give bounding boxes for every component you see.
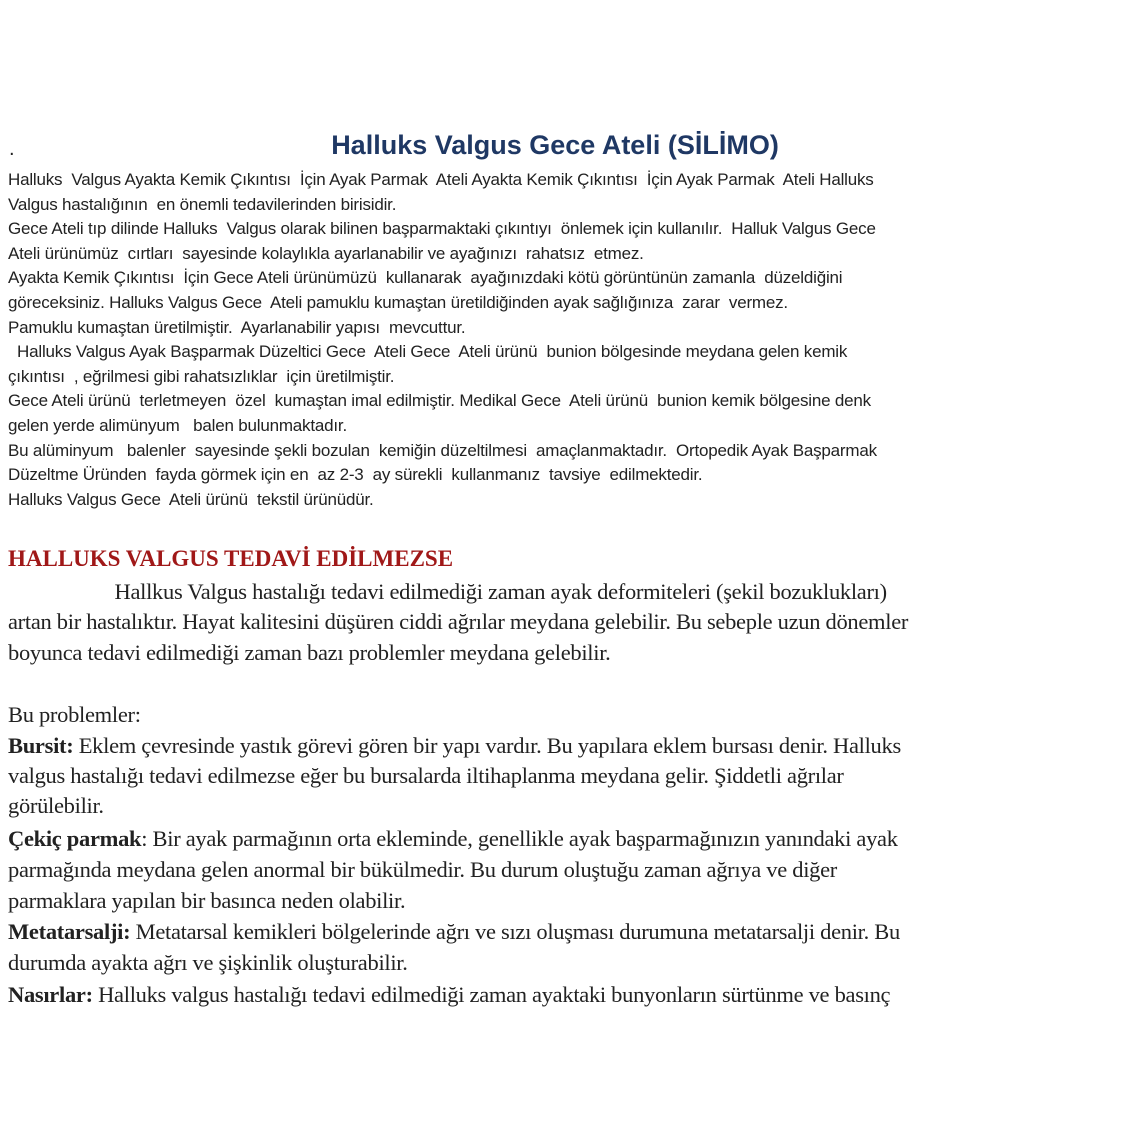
section-line [8,857,837,883]
section-line [8,950,408,976]
line-text: valgus hastalığı tedavi edilmezse eğer bu bursalarda iltihaplanma meydana gelir. Şiddetli ağrılar [8,763,844,788]
document-title: Halluks Valgus Gece Ateli (SİLİMO) [331,130,779,160]
line-text: görülebilir. [8,793,104,818]
line-text: Halluks valgus hastalığı tedavi edilmediği zaman ayaktaki bunyonların sürtünme ve basınç [92,982,891,1007]
section-line [8,826,898,852]
intro-line: Halluks Valgus Ayakta Kemik Çıkıntısı İçin Ayak Parmak Ateli Ayakta Kemik Çıkıntısı İçin Ayak Parmak Ateli Halluks [8,170,874,189]
section-line [8,919,900,945]
line-text: Metatarsal kemikleri bölgelerinde ağrı ve sızı oluşması durumuna metatarsalji denir. Bu [130,919,900,944]
intro-line: çıkıntısı , eğrilmesi gibi rahatsızlıklar için üretilmiştir. [8,366,395,386]
section-line [8,733,901,759]
line-text: durumda ayakta ağrı ve şişkinlik oluşturabilir. [8,950,408,975]
line-text: artan bir hastalıktır. Hayat kalitesini düşüren ciddi ağrılar meydana gelebilir. Bu sebeple uzun dönemler [8,609,909,634]
section-line [8,793,104,819]
section-line [8,702,141,728]
section-line [8,763,844,789]
term-label: Bursit: [8,733,74,758]
section-line [8,579,887,605]
line-text: boyunca tedavi edilmediği zaman bazı problemler meydana gelebilir. [8,640,611,665]
term-label: Metatarsalji: [8,919,131,944]
intro-line: Ateli ürünümüz cırtları sayesinde kolaylıkla ayarlanabilir ve ayağınızı rahatsız etmez. [8,243,644,263]
intro-line: Gece Ateli ürünü terletmeyen özel kumaştan imal edilmiştir. Medikal Gece Ateli ürünü bunion kemik bölgesine denk [8,391,871,411]
term-label: Nasırlar: [8,982,93,1007]
intro-line: Ayakta Kemik Çıkıntısı İçin Gece Ateli ürünümüzü kullanarak ayağınızdaki kötü görüntünün zamanla düzeldiğini [8,268,843,288]
term-label: Çekiç parmak [8,826,142,851]
section-line [8,982,890,1008]
line-text: Eklem çevresinde yastık görevi gören bir yapı vardır. Bu yapılara eklem bursası denir. Halluks [73,733,901,758]
section-line [8,888,405,914]
intro-line: Halluks Valgus Gece Ateli ürünü tekstil ürünüdür. [8,489,374,509]
intro-line: gelen yerde alimünyum balen bulunmaktadır. [8,416,347,435]
line-text: Bu problemler: [8,702,141,727]
line-text: Hallkus Valgus hastalığı tedavi edilmediği zaman ayak deformiteleri (şekil bozuklukları) [8,579,887,604]
line-text: parmağında meydana gelen anormal bir bükülmedir. Bu durum oluştuğu zaman ağrıya ve diğer [8,857,837,882]
line-text: parmaklara yapılan bir basınca neden olabilir. [8,888,406,913]
section-line [8,609,908,635]
intro-line: göreceksiniz. Halluks Valgus Gece Ateli pamuklu kumaştan üretildiğinden ayak sağlığınıza zarar vermez. [8,293,788,312]
intro-line: Düzeltme Üründen fayda görmek için en az 2-3 ay sürekli kullanmanız tavsiye edilmektedir. [8,465,703,485]
intro-line: Gece Ateli tıp dilinde Halluks Valgus olarak bilinen başparmaktaki çıkıntıyı önlemek için kullanılır. Halluk Valgus Gece [8,219,876,239]
section-heading: HALLUKS VALGUS TEDAVİ EDİLMEZSE [8,546,454,571]
line-text: : Bir ayak parmağının orta ekleminde, genellikle ayak başparmağınızın yanındaki ayak [141,826,898,851]
bullet-mark: . [9,138,15,160]
intro-line: Pamuklu kumaştan üretilmiştir. Ayarlanabilir yapısı mevcuttur. [8,317,466,337]
intro-line: Bu alüminyum balenler sayesinde şekli bozulan kemiğin düzeltilmesi amaçlanmaktadır. Ortopedik Ayak Başparmak [8,440,877,460]
intro-line: Valgus hastalığının en önemli tedavilerinden birisidir. [8,194,397,214]
intro-line: Halluks Valgus Ayak Başparmak Düzeltici Gece Ateli Gece Ateli ürünü bunion bölgesinde meydana gelen kemik [8,342,848,362]
section-line [8,640,610,666]
